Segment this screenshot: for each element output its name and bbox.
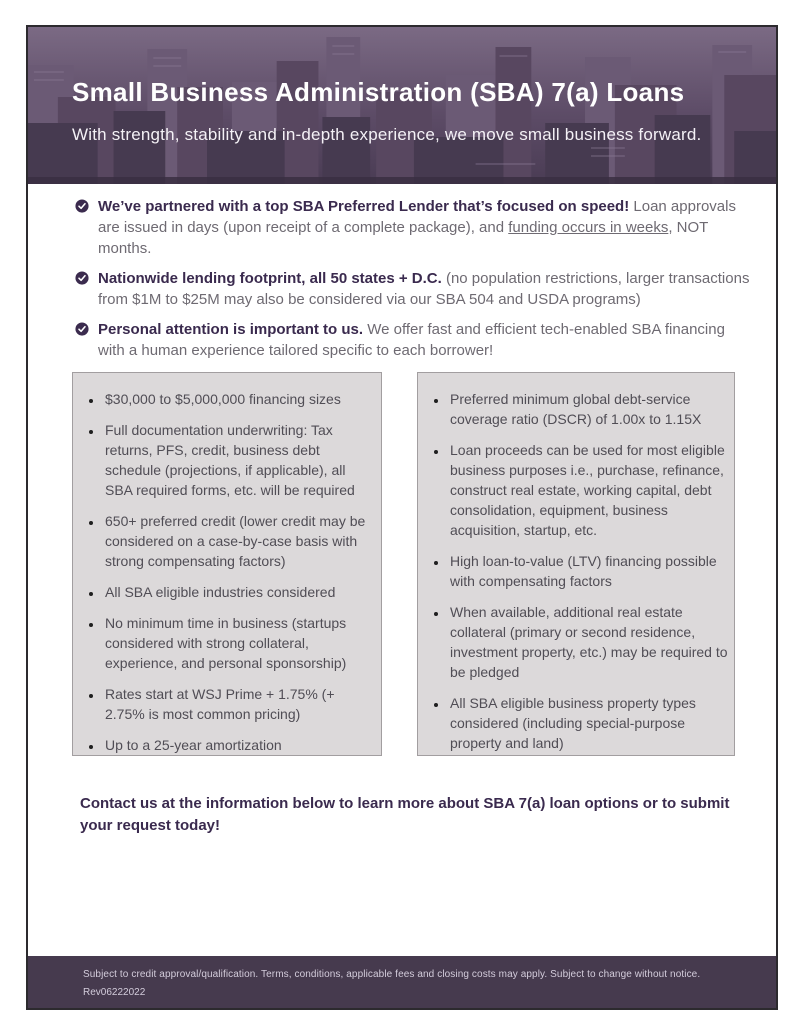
list-item: • Full documentation underwriting: Tax returns, PFS, credit, business debt schedule (projections, if applicable), all SBA required forms, etc. will be required [103,420,375,500]
list-item: • High loan-to-value (LTV) financing possible with compensating factors [448,551,728,591]
highlight-text [98,196,750,259]
list-item: • When available, additional real estate collateral (primary or second residence, investment property, etc.) may be required to be pledged [448,602,728,682]
loan-uses-box [417,372,735,756]
highlight-body: (no population restrictions, larger transactions from $1M to $25M may also be considered via our SBA 504 and USDA programs) [98,270,750,308]
list-item: • Rates start at WSJ Prime + 1.75% (+ 2.75% is most common pricing) [103,684,375,724]
detail-boxes-row [72,372,735,756]
page-subtitle: With strength, stability and in-depth experience, we move small business forward. [72,125,702,144]
highlight-item [75,268,750,310]
disclaimer-text: Subject to credit approval/qualification. Terms, conditions, applicable fees and closing costs may apply. Subject to change without notice. [83,969,701,980]
list-item: • Loan proceeds can be used for most eligible business purposes i.e., purchase, refinance, construct real estate, working capital, debt consolidation, equipment, business acquisition, startup, etc. [448,440,728,540]
loan-uses-list [428,389,728,753]
highlight-body: We offer fast and efficient tech-enabled SBA financing with a human experience tailored specific to each borrower! [98,321,725,359]
highlight-text [98,268,750,310]
page-title: Small Business Administration (SBA) 7(a) Loans [72,77,685,107]
check-circle-icon [75,271,89,310]
flyer-frame [26,25,778,1010]
revision-code: Rev06222022 [83,987,146,998]
footer-bar [28,956,776,1008]
list-item: • All SBA eligible industries considered [103,582,375,602]
highlights-section [28,184,776,361]
loan-terms-box [72,372,382,756]
check-circle-icon [75,199,89,259]
loan-terms-list [83,389,375,755]
highlight-lead: We’ve partnered with a top SBA Preferred Lender that’s focused on speed! [98,198,630,215]
highlight-lead: Nationwide lending footprint, all 50 states + D.C. [98,270,442,287]
underlined-phrase: funding occurs in weeks [508,219,669,236]
highlight-item [75,319,750,361]
list-item: • Preferred minimum global debt-service coverage ratio (DSCR) of 1.00x to 1.15X [448,389,728,429]
hero-text [28,27,776,145]
highlight-item [75,196,750,259]
hero-header [28,27,776,184]
highlight-lead: Personal attention is important to us. [98,321,364,338]
highlight-body: Loan approvals are issued in days (upon receipt of a complete package), and [98,198,736,236]
highlight-text [98,319,750,361]
list-item: • All SBA eligible business property types considered (including special-purpose property and land) [448,693,728,753]
list-item: • Up to a 25-year amortization [103,735,375,755]
list-item: • $30,000 to $5,000,000 financing sizes [103,389,375,409]
list-item: • No minimum time in business (startups considered with strong collateral, experience, and personal sponsorship) [103,613,375,673]
highlight-body-end: , NOT months. [98,219,709,257]
list-item: • 650+ preferred credit (lower credit may be considered on a case-by-case basis with strong compensating factors) [103,511,375,571]
check-circle-icon [75,322,89,361]
contact-callout: Contact us at the information below to learn more about SBA 7(a) loan options or to submit your request today! [80,795,730,834]
